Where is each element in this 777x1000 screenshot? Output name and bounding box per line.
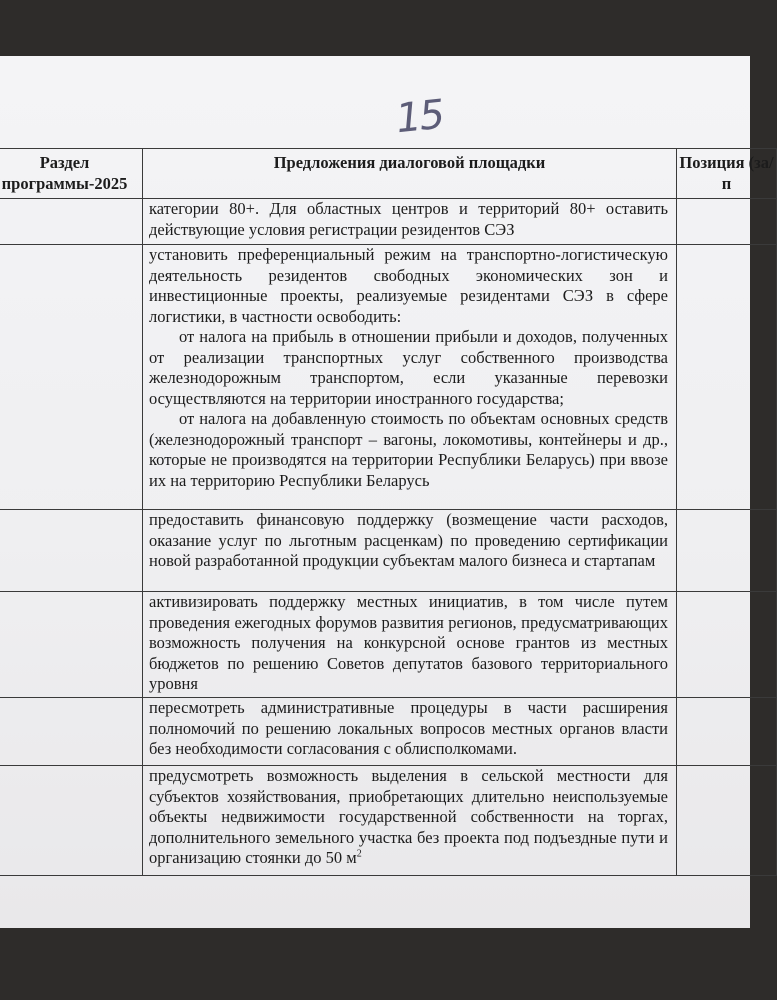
row-position-cell	[677, 766, 777, 876]
row-proposal-cell	[143, 766, 677, 876]
row-position-cell	[677, 592, 777, 698]
row-proposal-cell	[143, 510, 677, 592]
table-row	[0, 245, 777, 510]
proposal-subitem: от налога на прибыль в отношении прибыли и доходов, полученных от реализации транспортных услуг собственного производства железнодорожным транспортом, если указанные перевозки осуществляются на территории иностранного государства;	[149, 327, 668, 408]
row-proposal-cell	[143, 199, 677, 245]
row-section-cell	[0, 698, 143, 766]
proposal-text: установить преференциальный режим на транспортно-логистическую деятельность резидентов свободных экономических зон и инвестиционные проекты, реализуемые резидентами СЭЗ в сфере логистики, в частности освободить:	[149, 245, 668, 326]
proposals-table	[0, 148, 777, 876]
table-header-row	[0, 149, 777, 199]
table-row	[0, 592, 777, 698]
proposal-text: предоставить финансовую поддержку (возмещение части расходов, оказание услуг по льготным расценкам) по проведению сертификации новой разработанной продукции субъектам малого бизнеса и стартапам	[149, 510, 668, 570]
row-position-cell	[677, 510, 777, 592]
proposal-text-main: предусмотреть возможность выделения в сельской местности для субъектов хозяйствования, приобретающих длительно неиспользуемые объекты недвижимости государственной собственности на торгах, дополнительного земельного участка без проекта под подъездные пути и организацию стоянки до 50 м	[149, 766, 668, 867]
row-section-cell	[0, 510, 143, 592]
proposal-text: пересмотреть административные процедуры в части расширения полномочий по решению локальных вопросов местных органов власти без необходимости согласования с облисполкомами.	[149, 698, 668, 758]
header-position: Позиция (за/п	[677, 149, 777, 199]
header-proposals: Предложения диалоговой площадки	[143, 149, 677, 199]
row-position-cell	[677, 698, 777, 766]
row-proposal-cell	[143, 592, 677, 698]
row-section-cell	[0, 592, 143, 698]
table-row	[0, 199, 777, 245]
proposal-text: категории 80+. Для областных центров и территорий 80+ оставить действующие условия регистрации резидентов СЭЗ	[149, 199, 668, 239]
table-row	[0, 510, 777, 592]
header-program-section: Раздел программы-2025	[0, 149, 143, 199]
unit-superscript: 2	[356, 848, 362, 860]
proposal-text: активизировать поддержку местных инициатив, в том числе путем проведения ежегодных форумов развития регионов, предусматривающих возможность получения на конкурсной основе грантов из местных бюджетов по решению Советов депутатов базового территориального уровня	[149, 592, 668, 693]
document-page	[0, 56, 774, 928]
row-section-cell	[0, 245, 143, 510]
row-position-cell	[677, 199, 777, 245]
table-row	[0, 766, 777, 876]
proposal-text	[149, 766, 668, 869]
row-proposal-cell	[143, 698, 677, 766]
proposal-subitem: от налога на добавленную стоимость по объектам основных средств (железнодорожный транспорт – вагоны, локомотивы, контейнеры и др., которые не производятся на территории Республики Беларусь) при ввозе их на территорию Республики Беларусь	[149, 409, 668, 490]
row-proposal-cell	[143, 245, 677, 510]
table-row	[0, 698, 777, 766]
row-position-cell	[677, 245, 777, 510]
handwritten-page-number: 15	[393, 91, 446, 143]
row-section-cell	[0, 199, 143, 245]
row-section-cell	[0, 766, 143, 876]
